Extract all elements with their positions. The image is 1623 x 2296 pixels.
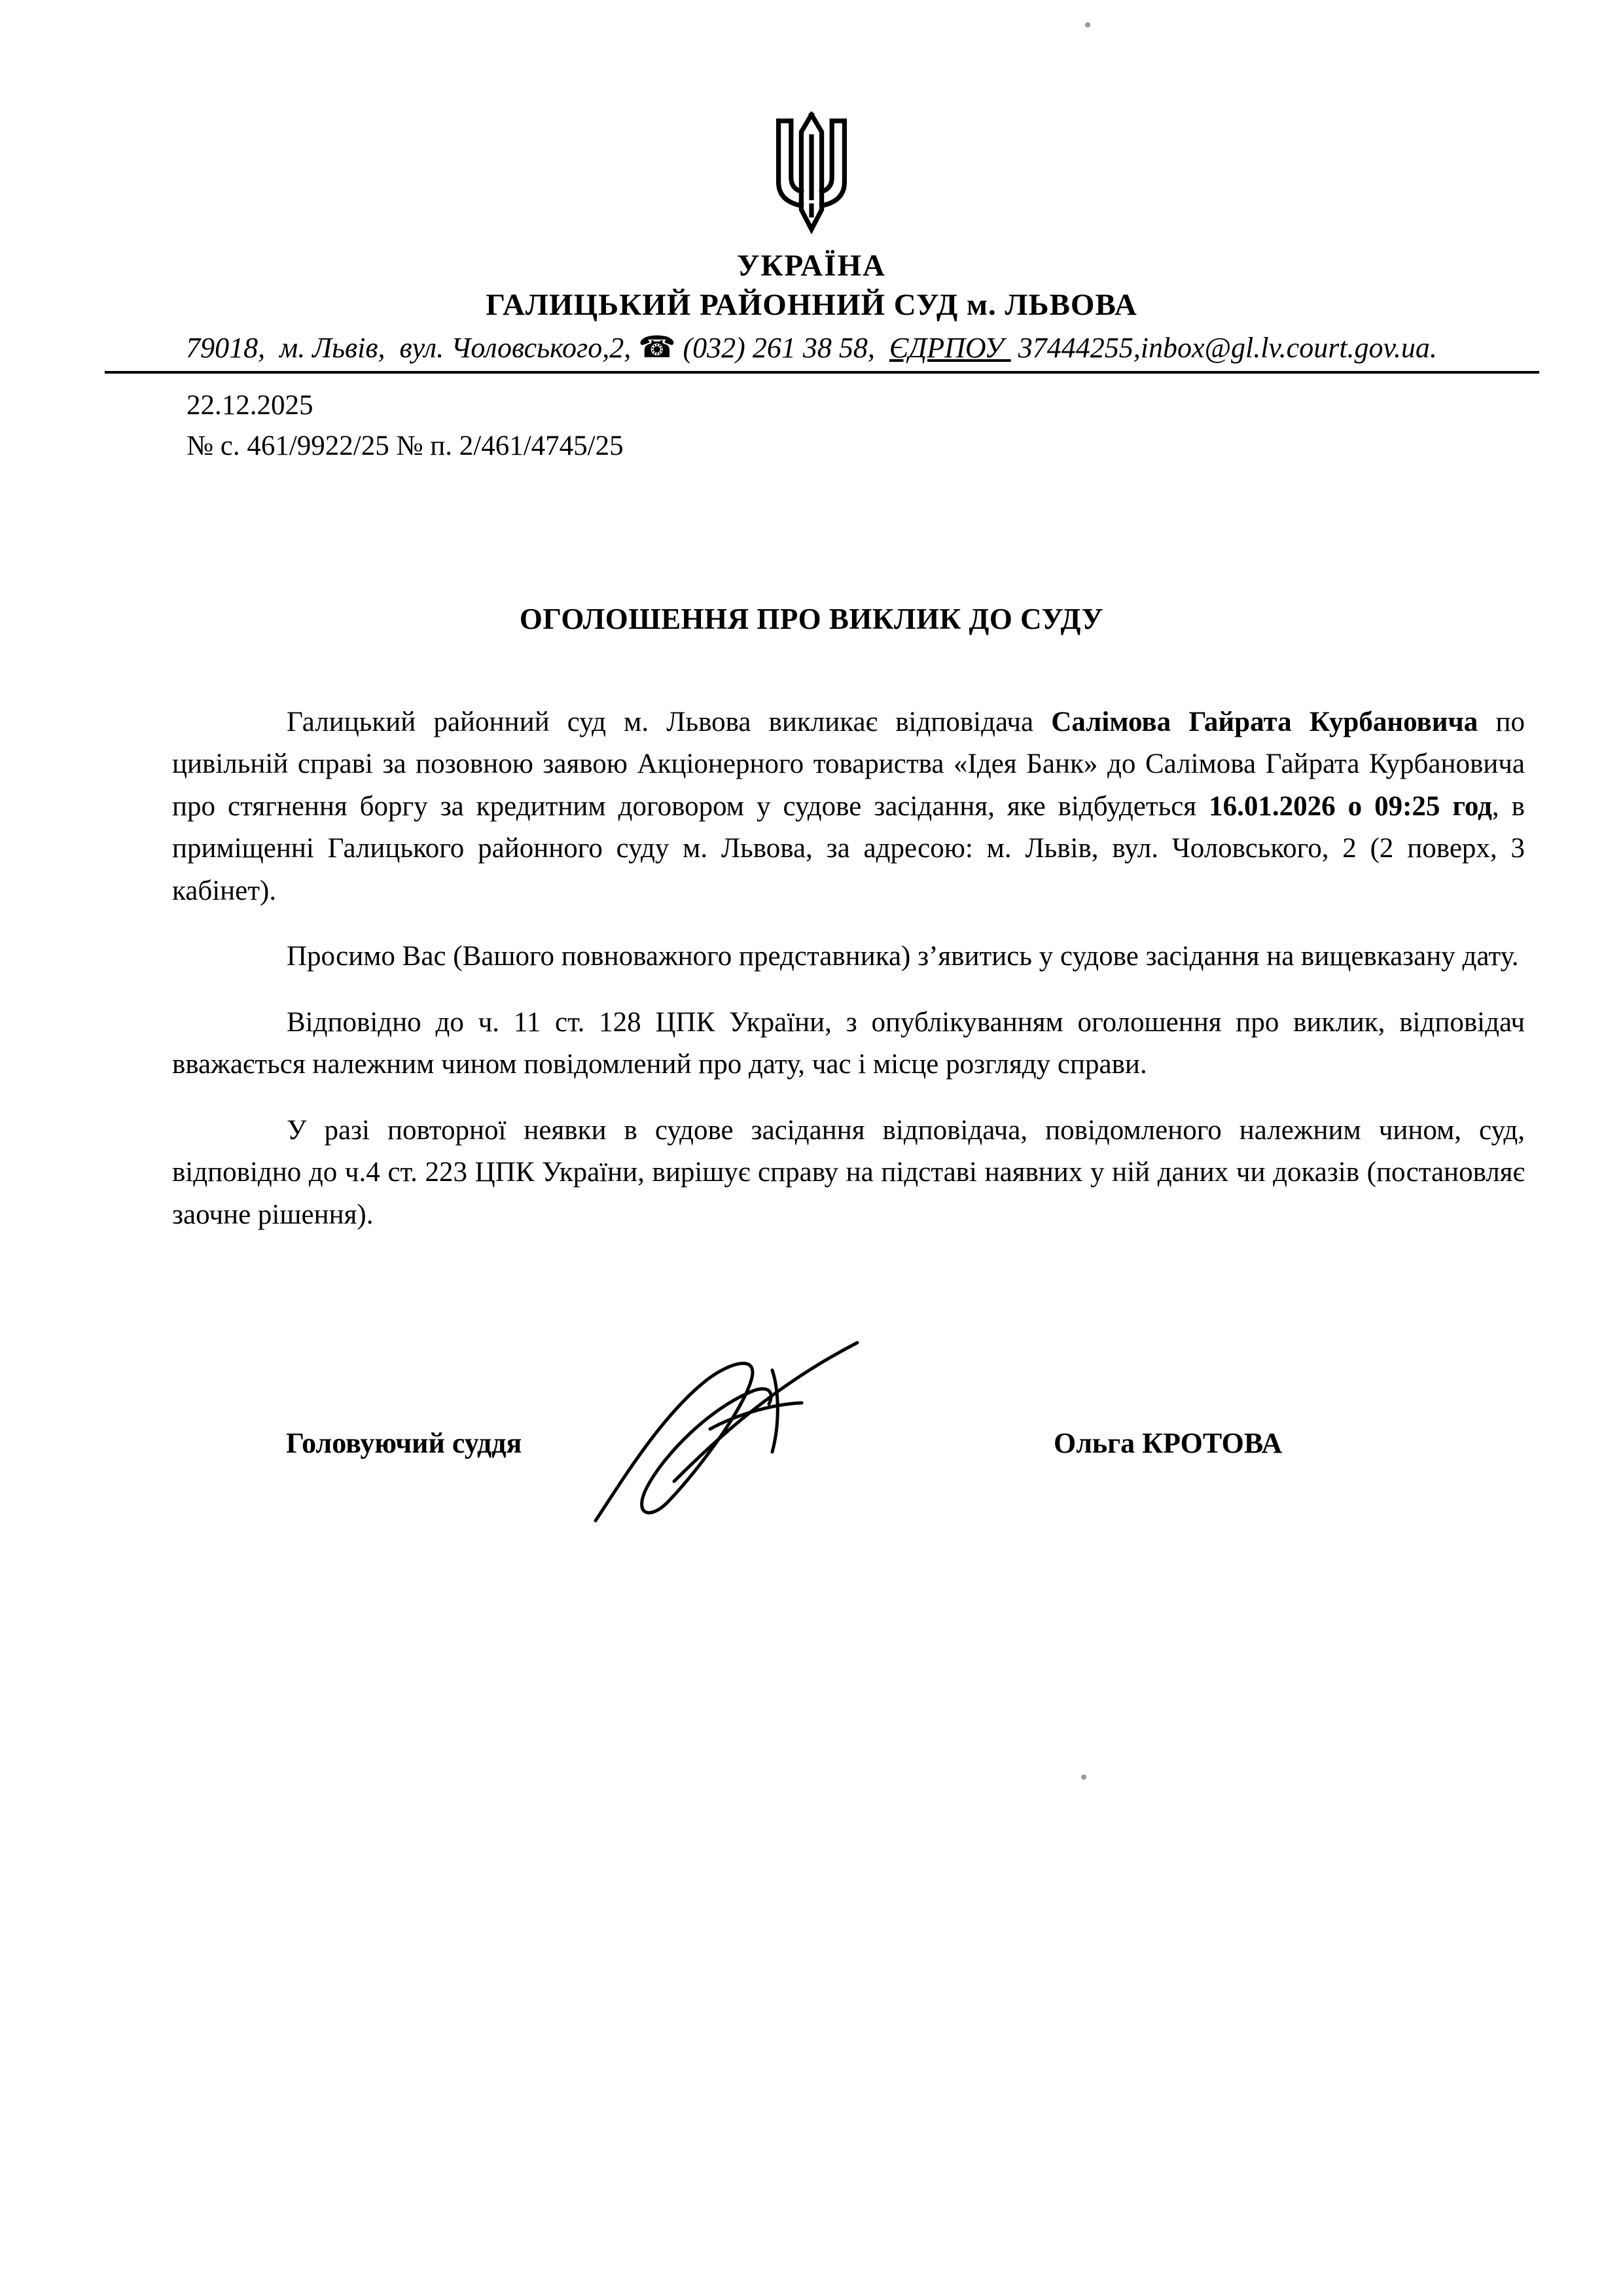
paragraph	[172, 701, 1525, 913]
signature-strokes-icon	[576, 1331, 883, 1547]
body-text: У разі повторної неявки в судове засідання відповідача, повідомленого належним чином, суд, відповідно до ч.4 ст. 223 ЦПК України, вирішує справу на підставі наявних у ній даних чи доказів (постановляє заочне рішення).	[172, 1114, 1525, 1230]
country-name: УКРАЇНА	[736, 249, 886, 283]
body-text: по цивільній справі за позовною заявою Акціонерного товариства «Ідея Банк» до Салімова Гайрата Курбановича про стягнення боргу за кредитним договором у судове засідання, яке відбудеться	[172, 706, 1525, 822]
judge-name: Ольга КРОТОВА	[1054, 1427, 1283, 1460]
scan-artifact-top	[1085, 22, 1090, 27]
handwritten-signature	[576, 1331, 883, 1547]
case-numbers: № с. 461/9922/25 № п. 2/461/4745/25	[187, 431, 624, 462]
phone-number: (032) 261 38 58,	[675, 332, 889, 364]
ukraine-trident-emblem	[762, 110, 861, 236]
letterhead	[0, 0, 1623, 364]
paragraph	[172, 1002, 1525, 1086]
document-title: ОГОЛОШЕННЯ ПРО ВИКЛИК ДО СУДУ	[519, 602, 1104, 635]
court-name: ГАЛИЦЬКИЙ РАЙОННИЙ СУД м. ЛЬВОВА	[486, 288, 1137, 322]
paragraph	[172, 936, 1525, 978]
divider-line	[105, 371, 1539, 374]
court-address-line	[0, 329, 1623, 364]
body-paragraphs	[172, 701, 1525, 1237]
address-text: 79018, м. Львів, вул. Чоловського,2,	[186, 332, 639, 364]
paragraph	[172, 1110, 1525, 1237]
emphasized-text: Салімова Гайрата Курбановича	[1051, 706, 1478, 737]
body-text: Відповідно до ч. 11 ст. 128 ЦПК України, з опублікуванням оголошення про виклик, відповідач вважається належним чином повідомлений про дату, час і місце розгляду справи.	[172, 1006, 1525, 1080]
scan-artifact-bottom	[1081, 1775, 1086, 1780]
body-text: Просимо Вас (Вашого повноважного представника) з’явитись у судове засідання на вищевказану дату.	[287, 941, 1519, 972]
edrpou-email-value: 37444255,inbox@gl.lv.court.gov.ua.	[1010, 332, 1437, 364]
judge-role-label: Головуючий суддя	[286, 1427, 522, 1460]
phone-icon: ☎	[638, 330, 676, 364]
body-text: , в приміщенні Галицького районного суду м. Львова, за адресою: м. Львів, вул. Чоловського, 2 (2 поверх, 3 кабінет).	[172, 790, 1525, 906]
document-date: 22.12.2025	[187, 390, 313, 421]
body-text: Галицький районний суд м. Львова викликає відповідача	[287, 706, 1052, 737]
edrpou-label: ЄДРПОУ	[889, 332, 1011, 364]
reference-block	[187, 385, 1525, 467]
emphasized-text: 16.01.2026 о 09:25 год	[1209, 790, 1492, 822]
trident-icon	[762, 110, 861, 236]
signature-block	[0, 1403, 1623, 1560]
